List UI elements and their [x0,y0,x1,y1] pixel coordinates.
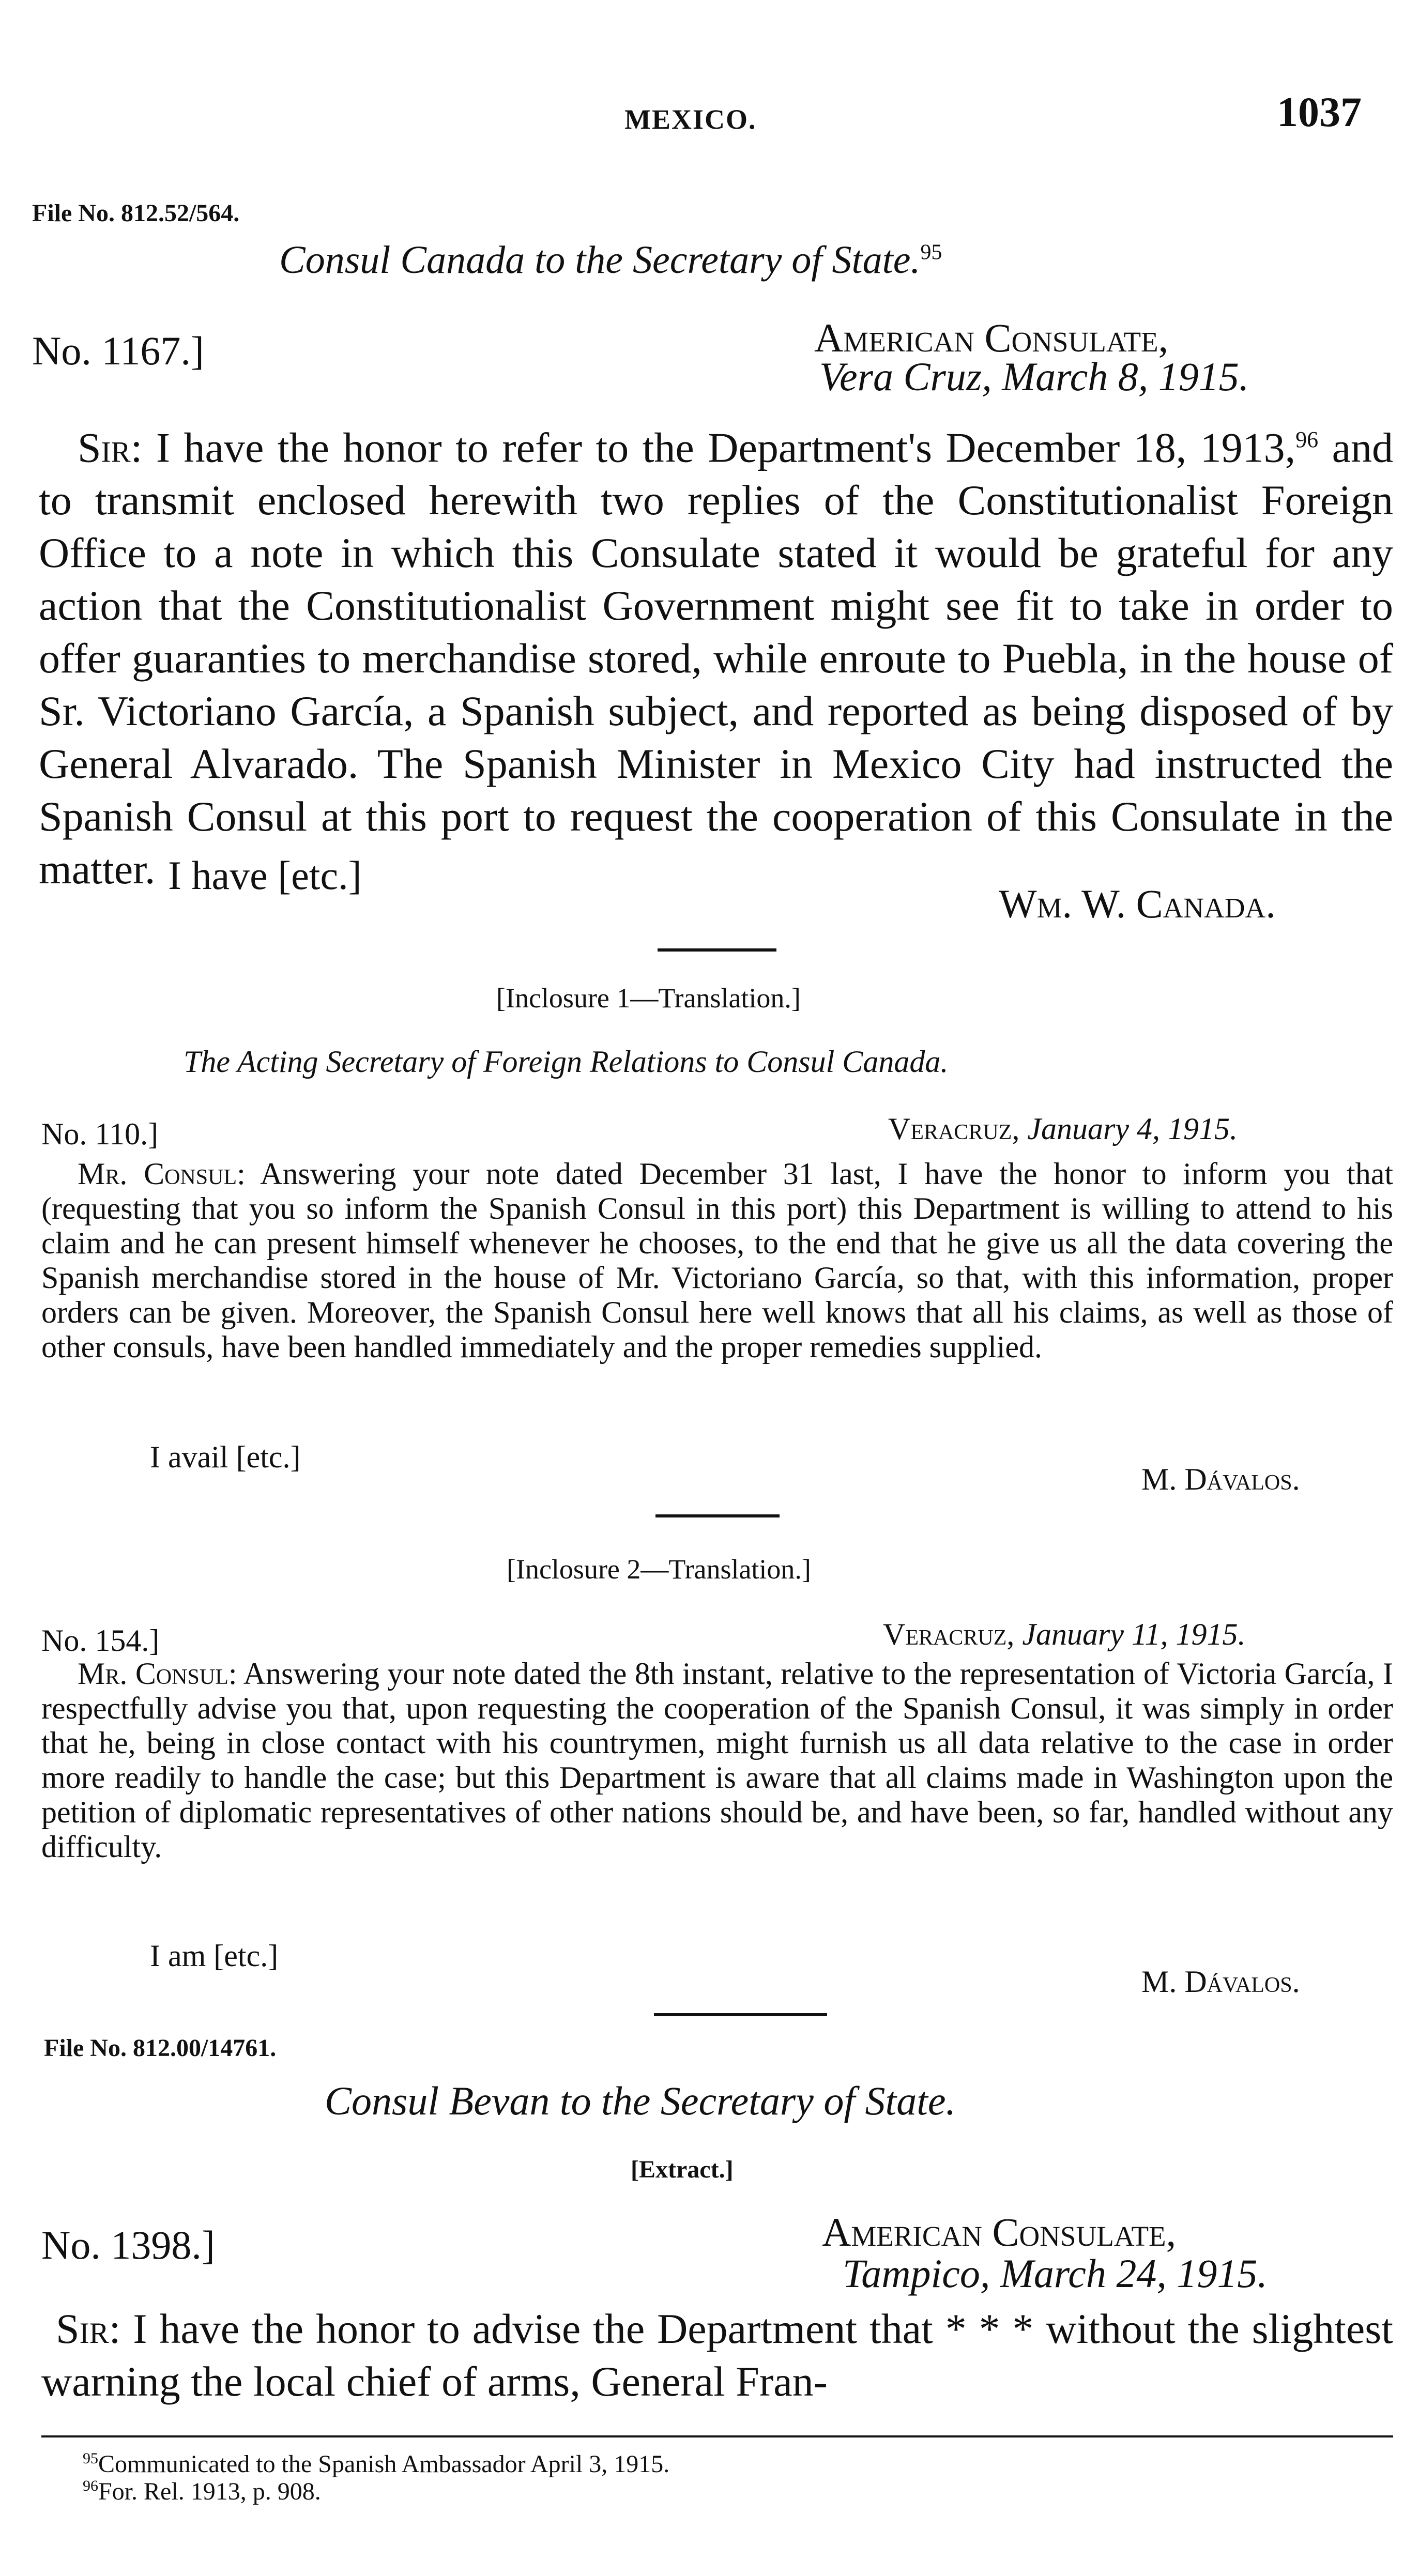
inclosure-label: [Inclosure 1—Translation.] [496,983,801,1014]
closing: I am [etc.] [150,1939,279,1973]
salutation: Mr. Consul: [78,1657,237,1691]
footnote: $^{95}$Communicated to the Spanish Ambassador April 3, 1915. [83,2450,670,2478]
office-name: American Consulate, [822,2210,1177,2255]
divider [655,1514,780,1517]
divider [658,948,776,952]
closing: I avail [etc.] [150,1440,301,1474]
inclosure-label: [Inclosure 2—Translation.] [507,1554,811,1585]
footnote-ref-96: 96 [1295,427,1319,452]
salutation: Mr. Consul: [78,1157,246,1191]
document-number: No. 110.] [41,1117,159,1151]
signature: Wm. W. Canada. [999,881,1276,926]
place-date: Vera Cruz, March 8, 1915. [819,354,1249,399]
letter-heading: Consul Bevan to the Secretary of State. [325,2078,956,2123]
letter-body: Mr. Consul: Answering your note dated the 8th instant, relative to the representation of Victoria García, I respectfully advise you that, upon requesting the cooperation of the Spanish Consul, it was simply in order that he, being in close contact with his countrymen, might furnish us all data relative to the case in order more readily to handle the case; but this Department is aware that all claims made in Washington upon the petition of diplomatic representatives of other nations should be, and have been, so far, handled without any difficulty. [41,1657,1393,1864]
place: Veracruz, [888,1112,1020,1146]
document-number: No. 154.] [41,1623,160,1658]
salutation: Sir: [78,424,143,471]
divider [654,2013,827,2016]
footnote-rule [41,2435,1393,2437]
date: January 4, 1915. [1027,1112,1238,1146]
letter-heading: Consul Canada to the Secretary of State.$^{95}$ [279,238,942,282]
page-number: 1037 [1277,88,1362,135]
footnote-ref-95: 95 [920,240,942,265]
place: Veracruz, [883,1617,1015,1651]
letter-body: Sir: I have the honor to advise the Department that * * * without the slightest warning the local chief of arms, General Fran- [41,2305,1393,2405]
file-number: File No. 812.52/564. [32,200,240,227]
letter-body: Sir: I have the honor to refer to the Department's December 18, 1913,96 and to transmit enclosed herewith two replies of the Constitutionalist Foreign Office to a note in which this Consulate stated it would be grateful for any action that the Constitutionalist Government might see fit to take in order to offer guaranties to merchandise stored, while enroute to Puebla, in the house of Sr. Victoriano García, a Spanish subject, and reported as being disposed of by General Alvarado. The Spanish Minister in Mexico City had instructed the Spanish Consul at this port to request the cooperation of this Consulate in the matter. [39,424,1393,893]
extract-label: [Extract.] [631,2156,734,2183]
salutation: Sir: [56,2305,121,2352]
footnote: $^{96}$For. Rel. 1913, p. 908. [83,2477,321,2505]
file-number: File No. 812.00/14761. [44,2034,277,2062]
letter-body: Mr. Consul: Answering your note dated December 31 last, I have the honor to inform you that (requesting that you so inform the Spanish Consul in this port) this Department is willing to attend to his claim and he can present himself whenever he chooses, to the end that he give us all the data covering the Spanish merchandise stored in the house of Mr. Victoriano García, so that, with this information, proper orders can be given. Moreover, the Spanish Consul here well knows that all his claims, as well as those of other consuls, have been handled immediately and the proper remedies supplied. [41,1157,1394,1364]
inclosure-heading: The Acting Secretary of Foreign Relations to Consul Canada. [184,1045,949,1079]
document-number: No. 1167.] [32,328,204,373]
office-name: American Consulate, [814,315,1169,360]
closing: I have [etc.] [168,853,362,898]
place-date: Tampico, March 24, 1915. [843,2251,1268,2296]
date: January 11, 1915. [1022,1617,1246,1651]
running-title: MEXICO. [624,104,757,135]
document-number: No. 1398.] [41,2222,215,2267]
signature: M. Dávalos. [1141,1965,1300,1999]
signature: M. Dávalos. [1141,1462,1300,1496]
